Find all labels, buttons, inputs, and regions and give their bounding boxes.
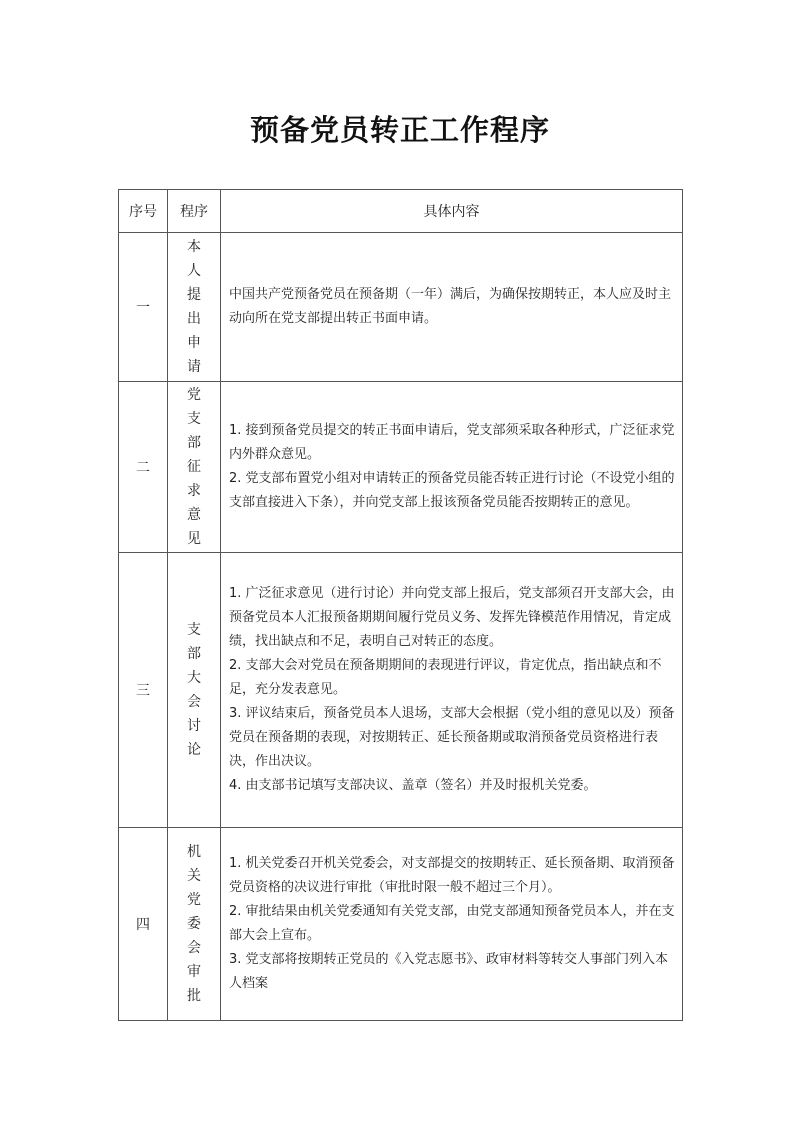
step-char: 会 xyxy=(187,694,201,710)
table-row xyxy=(119,233,683,382)
row-content xyxy=(221,382,683,553)
row-content xyxy=(221,553,683,828)
content-paragraph: 2. 支部大会对党员在预备期期间的表现进行评议，肯定优点，指出缺点和不足，充分发表意见。 xyxy=(229,658,662,697)
procedure-table xyxy=(118,189,683,1021)
header-number: 序号 xyxy=(119,190,168,233)
step-char: 支 xyxy=(187,411,201,427)
content-paragraph: 3. 评议结束后，预备党员本人退场，支部大会根据（党小组的意见以及）预备党员在预备期的表现，对按期转正、延长预备期或取消预备党员资格进行表决，作出决议。 xyxy=(229,706,675,769)
content-paragraph: 3. 党支部将按期转正党员的《入党志愿书》、政审材料等转交人事部门列入本人档案 xyxy=(229,952,669,991)
step-char: 人 xyxy=(187,263,201,279)
step-char: 会 xyxy=(187,940,201,956)
step-char: 征 xyxy=(187,459,201,475)
step-char: 意 xyxy=(187,507,201,523)
content-paragraph: 1. 广泛征求意见（进行讨论）并向党支部上报后，党支部须召开支部大会，由预备党员本人汇报预备期期间履行党员义务、发挥先锋模范作用情况，肯定成绩，找出缺点和不足，表明自己对转正的态度。 xyxy=(229,586,675,649)
step-char: 出 xyxy=(187,311,201,327)
row-number: 二 xyxy=(119,382,168,553)
content-paragraph: 1. 机关党委召开机关党委会，对支部提交的按期转正、延长预备期、取消预备党员资格的决议进行审批（审批时限一般不超过三个月）。 xyxy=(229,856,675,895)
table-row xyxy=(119,553,683,828)
content-paragraph: 中国共产党预备党员在预备期（一年）满后，为确保按期转正，本人应及时主动向所在党支部提出转正书面申请。 xyxy=(229,287,672,326)
row-step xyxy=(168,828,221,1021)
row-step xyxy=(168,233,221,382)
step-char: 求 xyxy=(187,483,201,499)
step-char: 批 xyxy=(187,988,201,1004)
step-char: 部 xyxy=(187,435,201,451)
row-number: 一 xyxy=(119,233,168,382)
step-char: 本 xyxy=(187,239,201,255)
document-title: 预备党员转正工作程序 xyxy=(249,113,550,147)
row-content xyxy=(221,233,683,382)
step-char: 讨 xyxy=(187,718,201,734)
step-char: 审 xyxy=(187,964,201,980)
step-char: 请 xyxy=(187,359,201,375)
row-number: 三 xyxy=(119,553,168,828)
content-paragraph: 1. 接到预备党员提交的转正书面申请后，党支部须采取各种形式，广泛征求党内外群众意见。 xyxy=(229,423,675,462)
table-row xyxy=(119,828,683,1021)
header-procedure: 程序 xyxy=(168,190,221,233)
row-step xyxy=(168,553,221,828)
row-number: 四 xyxy=(119,828,168,1021)
content-paragraph: 2. 审批结果由机关党委通知有关党支部，由党支部通知预备党员本人，并在支部大会上宣布。 xyxy=(229,904,675,943)
table-header-row xyxy=(119,190,683,233)
step-char: 申 xyxy=(187,335,201,351)
step-char: 关 xyxy=(187,868,201,884)
step-char: 党 xyxy=(187,892,201,908)
step-char: 机 xyxy=(187,844,201,860)
step-char: 论 xyxy=(187,742,201,758)
step-char: 党 xyxy=(187,387,201,403)
step-char: 大 xyxy=(187,670,201,686)
step-char: 见 xyxy=(187,531,201,547)
content-paragraph: 4. 由支部书记填写支部决议、盖章（签名）并及时报机关党委。 xyxy=(229,778,597,793)
step-char: 委 xyxy=(187,916,201,932)
table-row xyxy=(119,382,683,553)
row-content xyxy=(221,828,683,1021)
step-char: 部 xyxy=(187,646,201,662)
content-paragraph: 2. 党支部布置党小组对申请转正的预备党员能否转正进行讨论（不设党小组的支部直接进入下条），并向党支部上报该预备党员能否按期转正的意见。 xyxy=(229,471,675,510)
step-char: 支 xyxy=(187,622,201,638)
header-content: 具体内容 xyxy=(221,190,683,233)
row-step xyxy=(168,382,221,553)
step-char: 提 xyxy=(187,287,201,303)
